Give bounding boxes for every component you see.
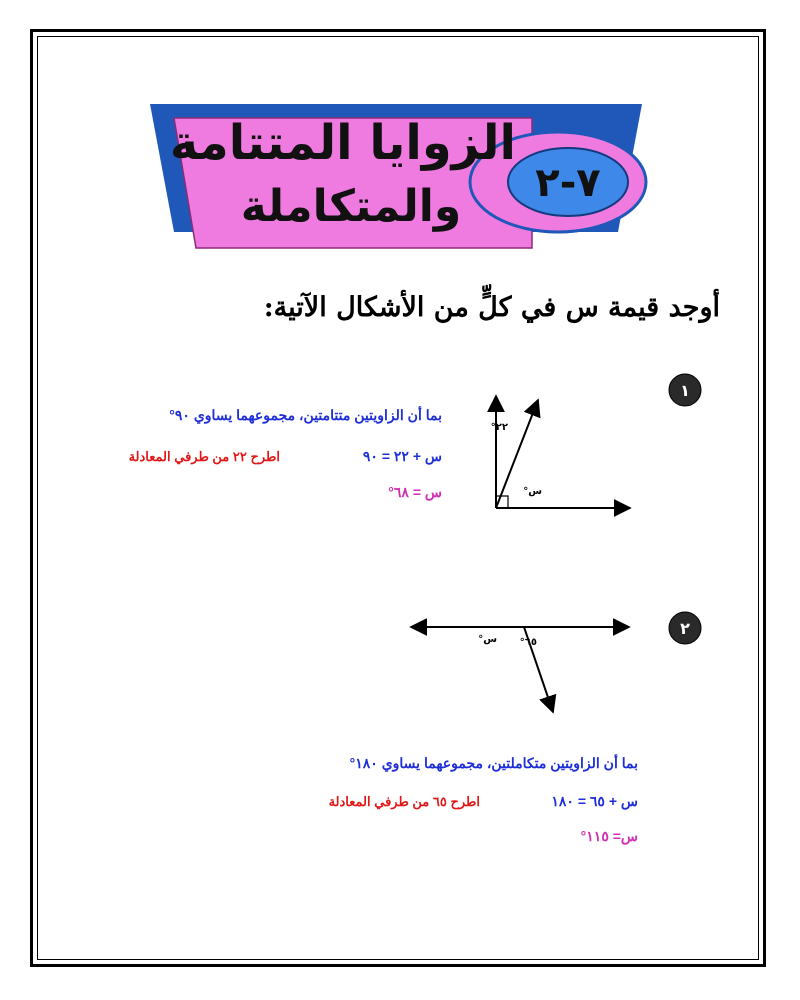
lesson-number: ٧-٢ (535, 160, 601, 206)
problem-2-number: ٢ (680, 619, 690, 638)
problem-1-var-label: س° (523, 486, 542, 497)
problem-1-diagram (480, 390, 640, 520)
problem-1-angle-label: ٢٢° (490, 422, 508, 433)
problem-1-number-badge (665, 370, 705, 410)
problem-2-result: س= ١١٥° (580, 828, 638, 844)
problem-2-angle-label: ٦٥° (519, 637, 537, 648)
problem-1-number: ١ (680, 381, 690, 400)
problem-2-statement: بما أن الزاويتين متكاملتين، مجموعهما يساوي ١٨٠° (349, 755, 638, 771)
problem-2-number-badge (665, 608, 705, 648)
problem-2-diagram (405, 610, 645, 720)
lesson-title-line1: الزوايا المتتامة (169, 115, 516, 171)
problem-2-equation: س + ٦٥ = ١٨٠ (551, 793, 638, 809)
problem-1-hint: اطرح ٢٢ من طرفي المعادلة (128, 449, 280, 464)
problem-1-statement: بما أن الزاويتين متتامتين، مجموعهما يساوي ٩٠° (169, 407, 442, 423)
lesson-title-line2: والمتكاملة (240, 181, 462, 232)
problem-2-var-label: س° (478, 634, 497, 645)
problem-1-equation: س + ٢٢ = ٩٠ (362, 448, 442, 464)
problem-2-hint: اطرح ٦٥ من طرفي المعادلة (328, 794, 480, 809)
instruction-text: أوجد قيمة س في كلٍّ من الأشكال الآتية: (263, 292, 720, 323)
problem-1-result: س = ٦٨° (388, 484, 442, 500)
